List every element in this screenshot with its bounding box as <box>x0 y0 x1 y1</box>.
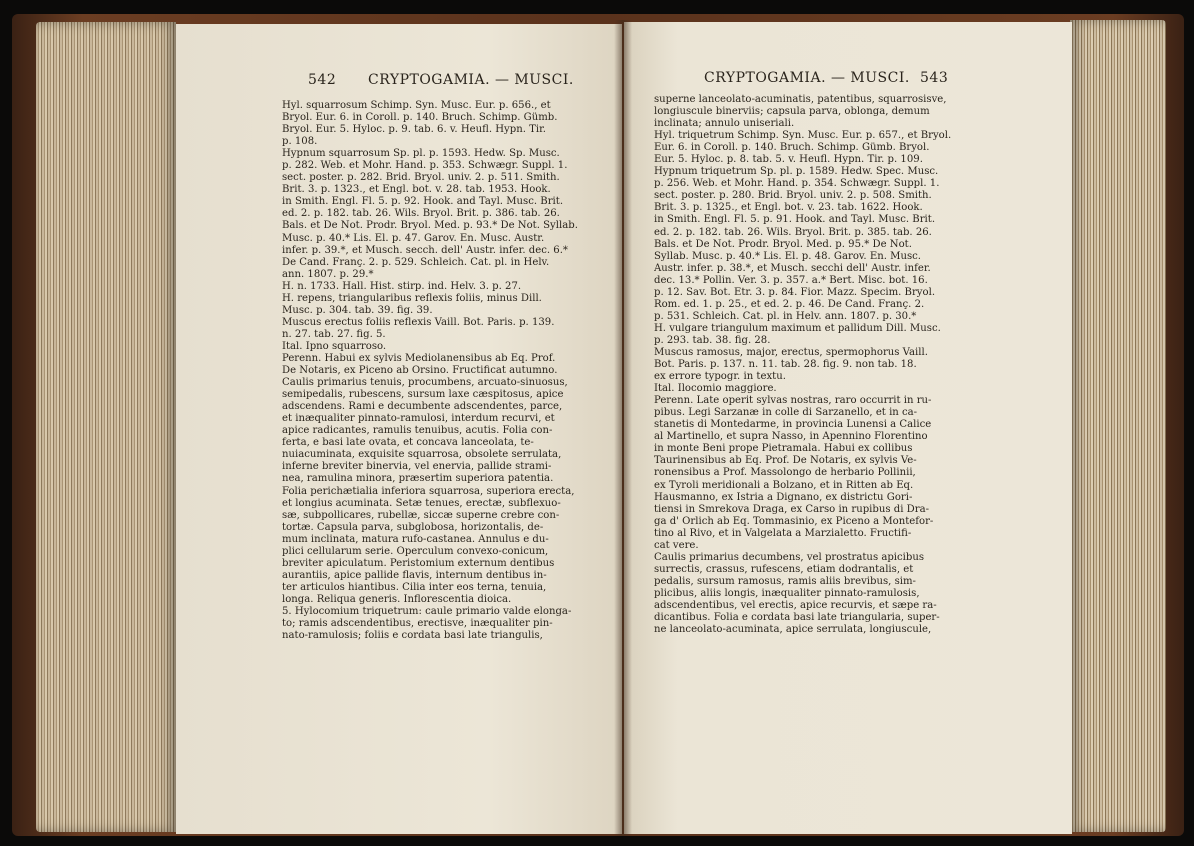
text-line: inferne breviter binervia, vel enervia, pallide strami- <box>282 461 552 473</box>
text-line: Hypnum squarrosum Sp. pl. p. 1593. Hedw. Sp. Musc. <box>282 148 560 160</box>
text-line: ronensibus a Prof. Massolongo de herbario Pollinii, <box>654 467 916 479</box>
book-gutter <box>614 20 632 836</box>
text-line: Hypnum triquetrum Sp. pl. p. 1589. Hedw. Spec. Musc. <box>654 166 939 178</box>
text-line: et longius acuminata. Setæ tenues, erectæ, subflexuo- <box>282 497 561 509</box>
text-line: H. vulgare triangulum maximum et pallidum Dill. Musc. <box>654 322 941 334</box>
text-line: Eur. 5. Hyloc. p. 8. tab. 5. v. Heufl. Hypn. Tir. p. 109. <box>654 154 923 166</box>
text-line: surrectis, crassus, rufescens, etiam dodrantalis, et <box>654 563 914 575</box>
text-line: De Notaris, ex Piceno ab Orsino. Fructificat autumno. <box>282 365 558 377</box>
text-line: ex errore typogr. in textu. <box>654 371 786 383</box>
text-line: plicibus, aliis longis, inæqualiter pinnato-ramulosis, <box>654 587 920 599</box>
text-line: cat vere. <box>654 539 699 551</box>
text-line: p. 256. Web. et Mohr. Hand. p. 354. Schwægr. Suppl. 1. <box>654 178 940 190</box>
text-line: adscendentibus, vel erectis, apice recurvis, et sæpe ra- <box>654 599 937 611</box>
text-line: Muscus erectus foliis reflexis Vaill. Bot. Paris. p. 139. <box>282 316 555 328</box>
text-line: in Smith. Engl. Fl. 5. p. 92. Hook. and Tayl. Musc. Brit. <box>282 196 564 208</box>
right-running-head: CRYPTOGAMIA. — MUSCI. <box>704 70 910 86</box>
text-line: Hausmanno, ex Istria a Dignano, ex districtu Gori- <box>654 491 913 503</box>
text-line: Hyl. squarrosum Schimp. Syn. Musc. Eur. p. 656., et <box>282 100 551 111</box>
text-line: Caulis primarius decumbens, vel prostratus apicibus <box>654 551 925 563</box>
left-page-text <box>282 100 600 642</box>
right-page-edges <box>1070 20 1166 832</box>
text-line: mum inclinata, matura rufo-castanea. Annulus e du- <box>282 533 549 545</box>
text-line: Bot. Paris. p. 137. n. 11. tab. 28. fig. 9. non tab. 18. <box>654 359 917 371</box>
text-line: sect. poster. p. 282. Brid. Bryol. univ. 2. p. 511. Smith. <box>282 172 560 184</box>
text-line: H. repens, triangularibus reflexis foliis, minus Dill. <box>282 292 542 304</box>
right-page <box>624 22 1072 834</box>
text-line: superne lanceolato-acuminatis, patentibus, squarrosisve, <box>654 94 947 105</box>
text-line: in Smith. Engl. Fl. 5. p. 91. Hook. and Tayl. Musc. Brit. <box>654 214 936 226</box>
text-line: pibus. Legi Sarzanæ in colle di Sarzanello, et in ca- <box>654 407 918 419</box>
right-page-text <box>654 94 972 636</box>
text-line: n. 27. tab. 27. fig. 5. <box>282 328 386 340</box>
text-line: Caulis primarius tenuis, procumbens, arcuato-sinuosus, <box>282 377 568 389</box>
left-page-number: 542 <box>308 72 337 88</box>
text-line: ter articulos hiantibus. Cilia inter eos terna, tenuia, <box>282 581 547 593</box>
text-line: dec. 13.* Pollin. Ver. 3. p. 357. a.* Bert. Misc. bot. 16. <box>654 274 928 286</box>
text-line: stanetis di Montedarme, in provincia Lunensi a Calice <box>654 419 932 431</box>
text-line: longa. Reliqua generis. Inflorescentia dioica. <box>282 593 512 605</box>
text-line: Taurinensibus ab Eq. Prof. De Notaris, ex sylvis Ve- <box>654 455 917 467</box>
text-line: et inæqualiter pinnato-ramulosi, interdum recurvi, et <box>282 413 555 425</box>
text-line: p. 282. Web. et Mohr. Hand. p. 353. Schwægr. Suppl. 1. <box>282 160 568 172</box>
text-line: Bals. et De Not. Prodr. Bryol. Med. p. 93.* De Not. Syllab. <box>282 220 578 232</box>
text-line: sect. poster. p. 280. Brid. Bryol. univ. 2. p. 508. Smith. <box>654 190 932 202</box>
text-line: nato-ramulosis; foliis e cordata basi late triangulis, <box>282 630 543 642</box>
text-line: apice radicantes, ramulis tenuibus, acutis. Folia con- <box>282 425 553 437</box>
text-line: De Cand. Franç. 2. p. 529. Schleich. Cat. pl. in Helv. <box>282 256 550 268</box>
left-page-edges <box>36 22 176 832</box>
text-line: tino al Rivo, et in Valgelata a Marzialetto. Fructifi- <box>654 527 912 539</box>
text-line: nea, ramulina minora, præsertim superiora patentia. <box>282 473 554 485</box>
text-line: al Martinello, et supra Nasso, in Apennino Florentino <box>654 431 928 443</box>
text-line: Perenn. Habui ex sylvis Mediolanensibus ab Eq. Prof. <box>282 352 556 364</box>
text-line: inclinata; annulo uniseriali. <box>654 118 795 130</box>
text-line: Brit. 3. p. 1325., et Engl. bot. v. 23. tab. 1622. Hook. <box>654 202 923 214</box>
text-line: Rom. ed. 1. p. 25., et ed. 2. p. 46. De Cand. Franç. 2. <box>654 298 925 310</box>
text-line: aurantiis, apice pallide flavis, internum dentibus in- <box>282 569 547 581</box>
text-line: Eur. 6. in Coroll. p. 140. Bruch. Schimp. Gümb. Bryol. <box>654 142 930 154</box>
text-line: Bryol. Eur. 5. Hyloc. p. 9. tab. 6. v. Heufl. Hypn. Tir. <box>282 124 547 136</box>
text-line: Brit. 3. p. 1323., et Engl. bot. v. 28. tab. 1953. Hook. <box>282 184 551 196</box>
text-line: sæ, subpollicares, rubellæ, siccæ superne crebre con- <box>282 509 560 521</box>
text-line: semipedalis, rubescens, sursum laxe cæspitosus, apice <box>282 389 564 401</box>
text-line: p. 531. Schleich. Cat. pl. in Helv. ann. 1807. p. 30.* <box>654 310 917 322</box>
text-line: Ital. Ilocomio maggiore. <box>654 383 777 395</box>
text-line: tortæ. Capsula parva, subglobosa, horizontalis, de- <box>282 521 544 533</box>
left-page <box>176 24 622 834</box>
text-line: Folia perichætialia inferiora squarrosa, superiora erecta, <box>282 485 575 497</box>
text-line: ferta, e basi late ovata, et concava lanceolata, te- <box>282 437 534 449</box>
text-line: adscendens. Rami e decumbente adscendentes, parce, <box>282 401 563 413</box>
text-line: in monte Beni prope Pietramala. Habui ex collibus <box>654 443 913 455</box>
text-line: infer. p. 39.*, et Musch. secch. dell' Austr. infer. dec. 6.* <box>282 244 568 256</box>
text-line: Bryol. Eur. 6. in Coroll. p. 140. Bruch. Schimp. Gümb. <box>282 112 558 124</box>
text-line: dicantibus. Folia e cordata basi late triangularia, super- <box>654 612 940 624</box>
text-line: Musc. p. 304. tab. 39. fig. 39. <box>282 304 433 316</box>
left-running-head: CRYPTOGAMIA. — MUSCI. <box>368 72 574 88</box>
text-line: ex Tyroli meridionali a Bolzano, et in Ritten ab Eq. <box>654 479 914 491</box>
text-line: Syllab. Musc. p. 40.* Lis. El. p. 48. Garov. En. Musc. <box>654 250 921 262</box>
text-line: Perenn. Late operit sylvas nostras, raro occurrit in ru- <box>654 395 932 407</box>
text-line: p. 108. <box>282 136 318 148</box>
text-line: Ital. Ipno squarroso. <box>282 340 387 352</box>
text-line: Hyl. triquetrum Schimp. Syn. Musc. Eur. p. 657., et Bryol. <box>654 130 952 142</box>
text-line: p. 12. Sav. Bot. Etr. 3. p. 84. Fior. Mazz. Specim. Bryol. <box>654 286 936 298</box>
text-line: to; ramis adscendentibus, erectisve, inæqualiter pin- <box>282 618 553 630</box>
text-line: H. n. 1733. Hall. Hist. stirp. ind. Helv. 3. p. 27. <box>282 280 522 292</box>
text-line: ann. 1807. p. 29.* <box>282 268 374 280</box>
text-line: 5. Hylocomium triquetrum: caule primario valde elonga- <box>282 605 572 617</box>
text-line: ne lanceolato-acuminata, apice serrulata, longiuscule, <box>654 624 932 636</box>
text-line: breviter apiculatum. Peristomium externum dentibus <box>282 557 555 569</box>
text-line: nuiacuminata, exquisite squarrosa, obsolete serrulata, <box>282 449 562 461</box>
text-line: ed. 2. p. 182. tab. 26. Wils. Bryol. Brit. p. 386. tab. 26. <box>282 208 560 220</box>
text-line: Musc. p. 40.* Lis. El. p. 47. Garov. En. Musc. Austr. <box>282 232 545 244</box>
text-line: Austr. infer. p. 38.*, et Musch. secchi dell' Austr. infer. <box>654 262 931 274</box>
right-page-number: 543 <box>920 70 949 86</box>
text-line: ga d' Orlich ab Eq. Tommasinio, ex Piceno a Montefor- <box>654 515 934 527</box>
text-line: tiensi in Smrekova Draga, ex Carso in rupibus di Dra- <box>654 503 930 515</box>
text-line: Bals. et De Not. Prodr. Bryol. Med. p. 95.* De Not. <box>654 238 912 250</box>
text-line: pedalis, sursum ramosus, ramis aliis brevibus, sim- <box>654 575 916 587</box>
text-line: Muscus ramosus, major, erectus, spermophorus Vaill. <box>654 346 928 358</box>
text-line: ed. 2. p. 182. tab. 26. Wils. Bryol. Brit. p. 385. tab. 26. <box>654 226 932 238</box>
text-line: longiuscule binerviis; capsula parva, oblonga, demum <box>654 106 930 118</box>
text-line: p. 293. tab. 38. fig. 28. <box>654 334 771 346</box>
text-line: plici cellularum serie. Operculum convexo-conicum, <box>282 545 549 557</box>
